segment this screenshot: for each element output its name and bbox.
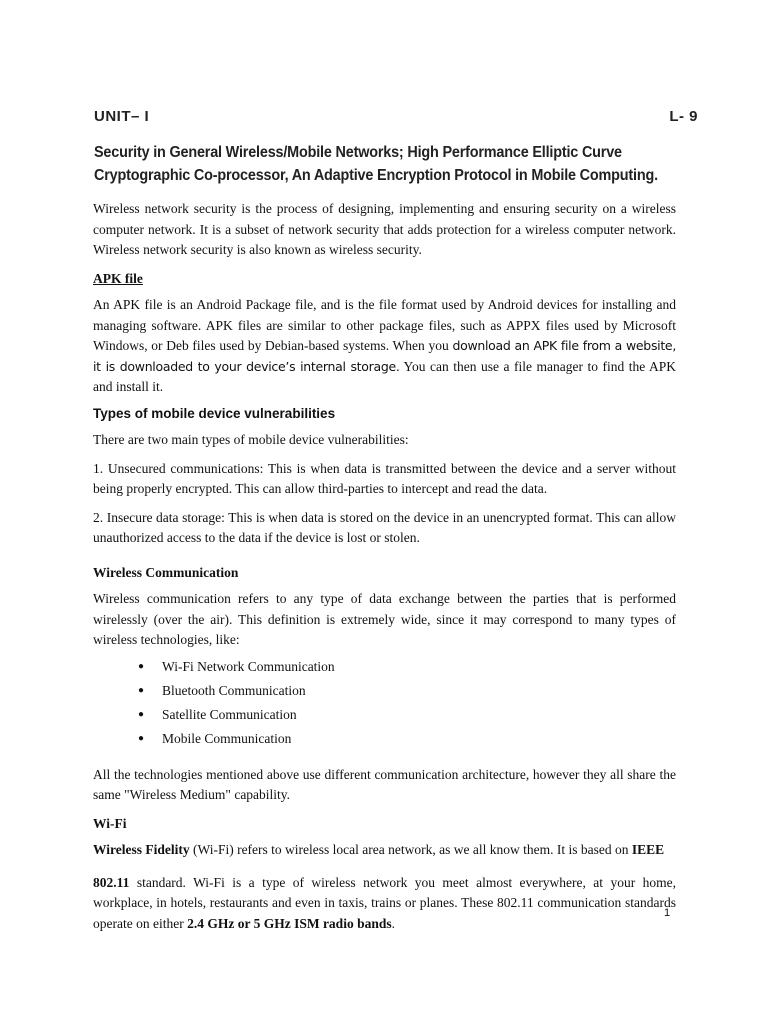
bullet-icon: ● [138, 660, 145, 672]
list-item-label: Wi-Fi Network Communication [162, 658, 335, 674]
wireless-tech-list [93, 655, 676, 751]
wifi-definition-line [93, 840, 753, 861]
scanned-header [94, 108, 700, 187]
wifi-text-3: . [391, 915, 395, 931]
apk-text-sans: download an APK file from a website, it is downloaded to your device’s internal storage. [93, 338, 676, 374]
list-item-label: Mobile Communication [162, 730, 292, 746]
intro-paragraph: Wireless network security is the process of designing, implementing and ensuring security on a wireless computer network. It is a subset of network security that adds protection for a wireless computer network. Wireless network security is also known as wireless security. [93, 201, 676, 257]
vulnerability-item-2: 2. Insecure data storage: This is when data is stored on the device in an unencrypted format. This can allow unauthorized access to the data if the device is lost or stolen. [93, 509, 676, 545]
list-item [138, 703, 676, 727]
standard-number: 802.11 [93, 874, 130, 890]
wifi-term: Wireless Fidelity [93, 842, 190, 857]
vulnerabilities-heading: Types of mobile device vulnerabilities [93, 405, 336, 421]
wifi-text-2: standard. Wi-Fi is a type of wireless network you meet almost everywhere, at your home, workplace, in hotels, restaurants and even in taxis, trains or planes. These 802.11 communication standards operate on either [93, 874, 676, 931]
radio-bands: 2.4 GHz or 5 GHz ISM radio bands [187, 915, 392, 931]
page-number: 1 [664, 907, 671, 919]
apk-text-tail: You can then use a file manager to find the APK and install it. [93, 358, 676, 394]
apk-text-serif: An APK file is an Android Package file, and is the file format used by Android devices for installing and managing software. APK files are similar to other package files, such as APPX files used by Microsoft Windows, or Deb files used by Debian-based systems. When you [93, 297, 676, 353]
apk-heading: APK file [93, 270, 143, 286]
wireless-communication-paragraph: Wireless communication refers to any type of data exchange between the parties that is performed wirelessly (over the air). This definition is extremely wide, since it may correspond to many types of wireless technologies, like: [93, 591, 676, 647]
unit-row [94, 108, 700, 125]
wifi-paragraph [93, 873, 676, 935]
wireless-communication-heading: Wireless Communication [93, 564, 239, 580]
wifi-text-1: (Wi-Fi) refers to wireless local area network, as we all know them. It is based on [189, 842, 632, 857]
topic-title: Security in General Wireless/Mobile Networks; High Performance Elliptic Curve Cryptographic Co-processor, An Adaptive Encryption Protocol in Mobile Computing. [94, 144, 658, 184]
bullet-icon: ● [138, 684, 145, 696]
vulnerability-item-1: 1. Unsecured communications: This is when data is transmitted between the device and a server without being properly encrypted. This can allow third-parties to intercept and read the data. [93, 460, 676, 496]
wifi-heading: Wi-Fi [93, 815, 127, 831]
unit-label: UNIT– I [94, 108, 150, 125]
list-item [138, 679, 676, 703]
document-body [93, 199, 676, 934]
list-item [138, 655, 676, 679]
list-item-label: Bluetooth Communication [162, 682, 306, 698]
list-item [138, 727, 676, 751]
list-item-label: Satellite Communication [162, 706, 297, 722]
wireless-summary-paragraph: All the technologies mentioned above use different communication architecture, however they all share the same "Wireless Medium" capability. [93, 766, 676, 802]
bullet-icon: ● [138, 708, 145, 720]
lecture-number: L- 9 [669, 108, 698, 125]
bullet-icon: ● [138, 732, 145, 744]
vulnerabilities-intro: There are two main types of mobile device vulnerabilities: [93, 432, 409, 447]
ieee-term: IEEE [631, 842, 665, 857]
apk-paragraph [93, 295, 676, 398]
